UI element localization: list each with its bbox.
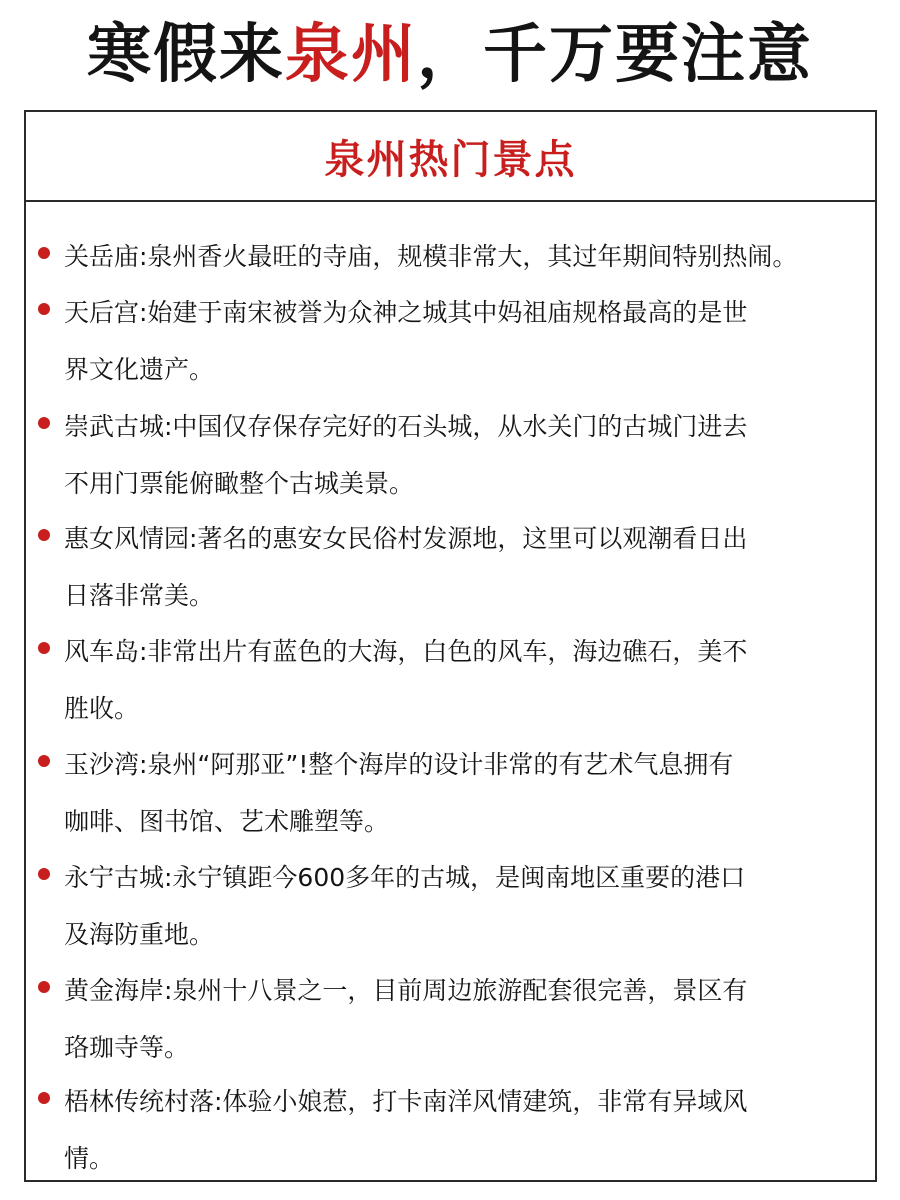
bullet-dot-icon	[38, 417, 50, 429]
card-header	[26, 112, 875, 202]
bullet-dot-icon	[38, 642, 50, 654]
page-headline	[0, 10, 900, 100]
bullet-dot-icon	[38, 981, 50, 993]
item-line: 不用门票能俯瞰整个古城美景。	[64, 469, 415, 498]
item-line: 珞珈寺等。	[64, 1033, 190, 1062]
item-line: 永宁古城:永宁镇距今600多年的古城，是闽南地区重要的港口	[64, 863, 746, 892]
bullet-dot-icon	[38, 1092, 50, 1104]
item-line: 界文化遗产。	[64, 355, 215, 384]
card-title: 泉州热门景点	[324, 135, 577, 183]
bullet-dot-icon	[38, 755, 50, 767]
bullet-dot-icon	[38, 247, 50, 259]
item-line: 梧林传统村落:体验小娘惹，打卡南洋风情建筑，非常有异域风	[64, 1087, 748, 1116]
item-line: 风车岛:非常出片有蓝色的大海，白色的风车，海边礁石，美不	[64, 637, 748, 666]
item-line: 及海防重地。	[64, 920, 215, 949]
item-line: 咖啡、图书馆、艺术雕塑等。	[64, 807, 390, 836]
headline-part1: 寒假来	[87, 17, 285, 92]
item-line: 玉沙湾:泉州“阿那亚”!整个海岸的设计非常的有艺术气息拥有	[64, 750, 734, 779]
bullet-dot-icon	[38, 868, 50, 880]
item-line: 关岳庙:泉州香火最旺的寺庙，规模非常大，其过年期间特别热闹。	[64, 242, 798, 271]
attractions-card	[24, 110, 877, 1182]
item-line: 日落非常美。	[64, 581, 215, 610]
item-line: 崇武古城:中国仅存保存完好的石头城，从水关门的古城门进去	[64, 412, 748, 441]
headline-part3: ，千万要注意	[417, 17, 813, 92]
bullet-dot-icon	[38, 529, 50, 541]
item-line: 惠女风情园:著名的惠安女民俗村发源地，这里可以观潮看日出	[64, 524, 748, 553]
item-line: 胜收。	[64, 694, 140, 723]
item-line: 情。	[64, 1144, 115, 1173]
bullet-dot-icon	[38, 303, 50, 315]
item-line: 天后宫:始建于南宋被誉为众神之城其中妈祖庙规格最高的是世	[64, 298, 748, 327]
item-line: 黄金海岸:泉州十八景之一，目前周边旅游配套很完善，景区有	[64, 976, 748, 1005]
headline-highlight: 泉州	[285, 17, 417, 92]
